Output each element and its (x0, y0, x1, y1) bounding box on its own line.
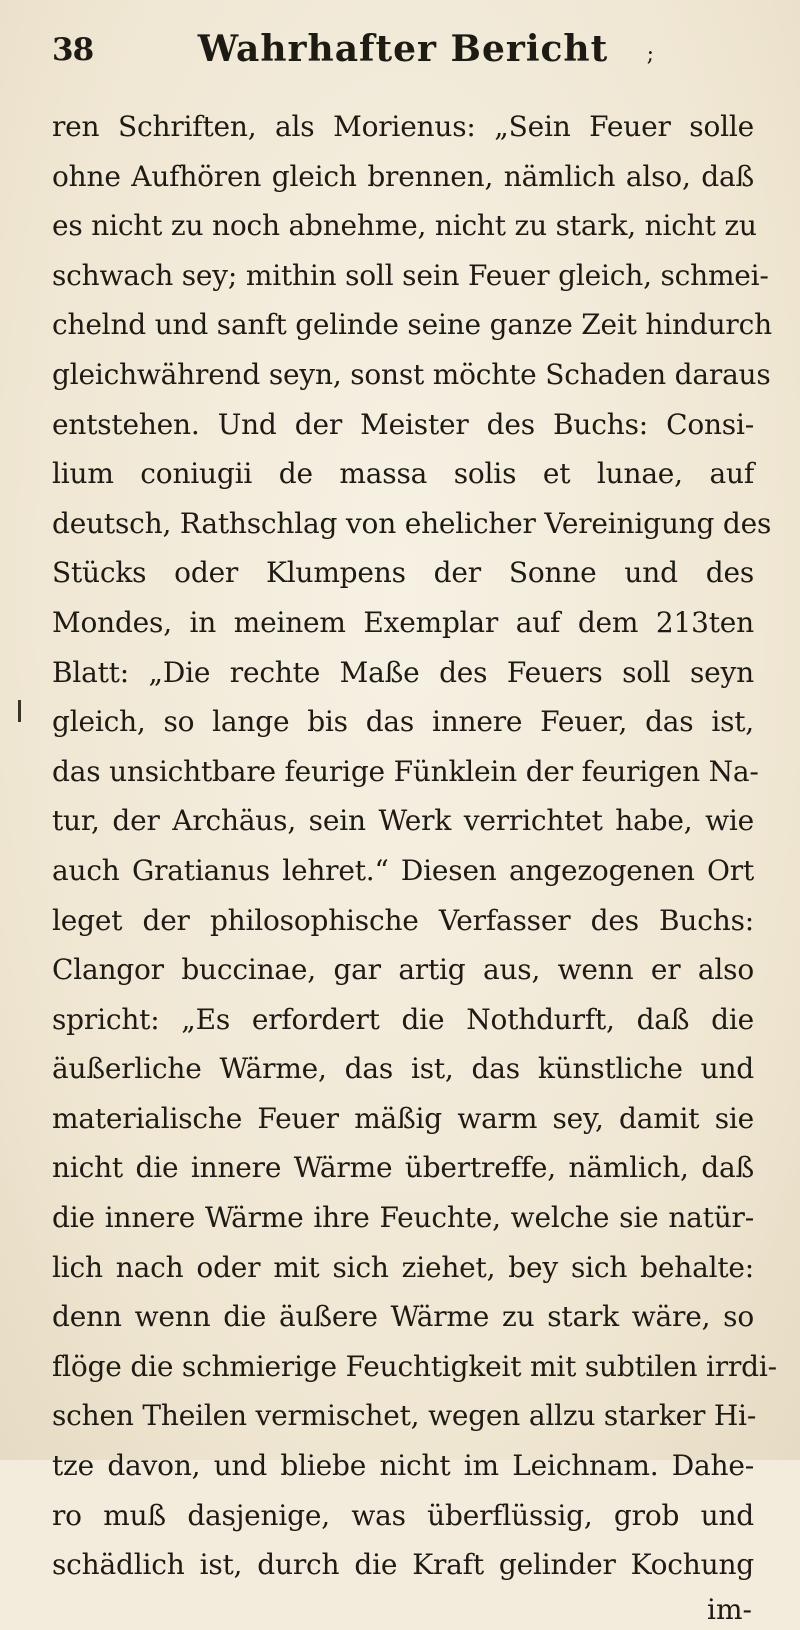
text-line: nicht die innere Wärme übertreffe, nämlich, daß (52, 1151, 754, 1185)
text-line: tur, der Archäus, sein Werk verrichtet habe, wie (52, 804, 754, 838)
text-line: gleich, so lange bis das innere Feuer, das ist, (52, 705, 754, 739)
page-number: 38 (52, 32, 94, 68)
text-line: lich nach oder mit sich ziehet, bey sich behalte: (52, 1250, 754, 1284)
text-line: entstehen. Und der Meister des Buchs: Consi- (52, 407, 754, 441)
text-line: äußerliche Wärme, das ist, das künstliche und (52, 1052, 754, 1086)
page-header (52, 18, 754, 92)
text-line: ren Schriften, als Morienus: „Sein Feuer solle (52, 110, 754, 143)
text-line: Mondes, in meinem Exemplar auf dem 213ten (52, 605, 754, 639)
text-line: ohne Aufhören gleich brennen, nämlich also, daß (52, 159, 754, 193)
text-line: schwach sey; mithin soll sein Feuer gleich, schmei- (52, 258, 769, 292)
header-mark: ; (646, 42, 654, 67)
text-line: Blatt: „Die rechte Maße des Feuers soll seyn (52, 655, 754, 689)
text-line: auch Gratianus lehret.“ Diesen angezogenen Ort (52, 853, 754, 887)
margin-mark (18, 700, 21, 722)
body-text (52, 102, 777, 1630)
text-line: chelnd und sanft gelinde seine ganze Zeit hindurch (52, 308, 772, 342)
text-line: materialische Feuer mäßig warm sey, damit sie (52, 1101, 754, 1135)
text-line: denn wenn die äußere Wärme zu stark wäre, so (52, 1300, 754, 1334)
text-line: flöge die schmierige Feuchtigkeit mit subtilen irrdi- (52, 1349, 777, 1383)
text-line: leget der philosophische Verfasser des Buchs: (52, 903, 754, 937)
text-line: gleichwährend seyn, sonst möchte Schaden daraus (52, 357, 771, 391)
text-line: die innere Wärme ihre Feuchte, welche sie natür- (52, 1201, 754, 1235)
text-line: schen Theilen vermischet, wegen allzu starker Hi- (52, 1399, 757, 1433)
text-line: es nicht zu noch abnehme, nicht zu stark, nicht zu (52, 209, 757, 243)
text-line: Stücks oder Klumpens der Sonne und des (52, 556, 754, 590)
text-line: das unsichtbare feurige Fünklein der feurigen Na- (52, 754, 759, 788)
text-line: lium coniugii de massa solis et lunae, auf (52, 457, 754, 491)
text-line: schädlich ist, durch die Kraft gelinder Kochung (52, 1548, 754, 1582)
text-line: ro muß dasjenige, was überflüssig, grob und (52, 1498, 754, 1532)
catchword: im- (707, 1592, 752, 1626)
text-line: tze davon, und bliebe nicht im Leichnam. Dahe- (52, 1449, 754, 1483)
text-line: spricht: „Es erfordert die Nothdurft, daß die (52, 1002, 754, 1036)
text-line: Clangor buccinae, gar artig aus, wenn er also (52, 953, 754, 987)
text-line: deutsch, Rathschlag von ehelicher Vereinigung des (52, 506, 772, 540)
running-title: Wahrhafter Bericht (197, 28, 609, 70)
